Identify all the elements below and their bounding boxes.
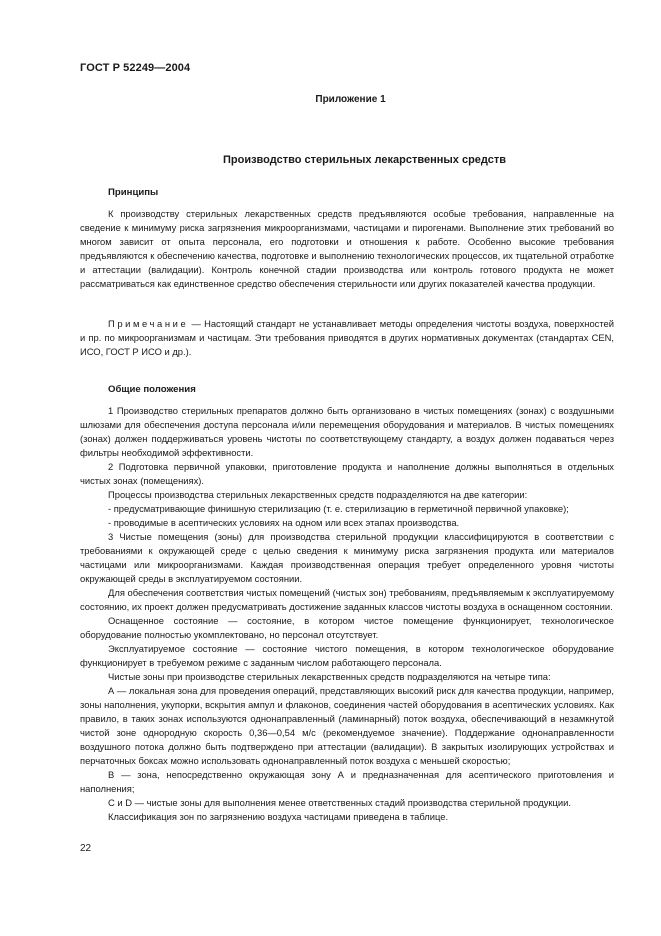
general-paragraph: - проводимые в асептических условиях на одном или всех этапах производства. [108, 517, 460, 528]
appendix-label: Приложение 1 [315, 94, 386, 105]
general-paragraph: Оснащенное состояние — состояние, в котором чистое помещение функционирует, технологическое оборудование полностью укомплектовано, но персонал отсутствует. [80, 615, 614, 640]
general-paragraph: Для обеспечения соответствия чистых помещений (чистых зон) требованиям, предъявляемым к эксплуатируемому состоянию, их проект должен предусматривать достижение заданных классов чистоты воздуха в оснащенном состоянии. [80, 587, 614, 612]
note-lead: Примечание [108, 318, 189, 329]
general-paragraph: 3 Чистые помещения (зоны) для производства стерильной продукции классифицируются в соответствии с требованиями к окружающей среде с целью сведения к минимуму риска загрязнения продукта или материалов частицами или микроорганизмами. Каждая производственная операция требует определенного уровня чистоты окружающей среды в эксплуатируемом состоянии. [80, 531, 614, 584]
general-paragraph: Процессы производства стерильных лекарственных средств подразделяются на две категории: [108, 489, 528, 500]
principles-heading: Принципы [108, 187, 159, 198]
general-paragraph: Эксплуатируемое состояние — состояние чистого помещения, в котором технологическое оборудование функционирует в требуемом режиме с заданным числом работающего персонала. [80, 643, 614, 668]
general-paragraph: С и D — чистые зоны для выполнения менее ответственных стадий производства стерильной продукции. [108, 797, 571, 808]
general-paragraph: 2 Подготовка первичной упаковки, приготовление продукта и наполнение должны выполняться в отдельных чистых зонах (помещениях). [80, 461, 614, 486]
general-heading: Общие положения [108, 384, 196, 395]
body-content [80, 186, 614, 824]
note-text: — Настоящий стандарт не устанавливает методы определения чистоты воздуха, поверхностей и пр. по микроорганизмам и частицам. Эти требования приводятся в других нормативных документах (стандартах CEN, ИСО, ГОСТ Р ИСО и др.). [80, 318, 614, 357]
general-paragraph: 1 Производство стерильных препаратов должно быть организовано в чистых помещениях (зонах) с воздушными шлюзами для обеспечения доступа персонала и/или перемещения оборудования и материалов. В чистых помещениях (зонах) должен поддерживаться уровень чистоты по соответствующему стандарту, а воздух должен подаваться через фильтры необходимой эффективности. [80, 405, 614, 458]
principles-paragraph: К производству стерильных лекарственных средств предъявляются особые требования, направленные на сведение к минимуму риска загрязнения микроорганизмами, частицами и пирогенами. Выполнение этих требований во многом зависит от опыта персонала, его подготовки и отношения к работе. Особенно высокие требования предъявляются к обеспечению качества, подготовке и выполнению технологических процессов, их тщательной отработке и аттестации (валидации). Контроль конечной стадии производства или контроль готового продукта не может рассматриваться как единственное средство обеспечения стерильности или других показателей качества продукции. [80, 208, 614, 289]
general-paragraph: А — локальная зона для проведения операций, представляющих высокий риск для качества продукции, например, зоны наполнения, укупорки, вскрытия ампул и флаконов, соединения частей оборудования в асептических условиях. Как правило, в таких зонах используются однонаправленный (ламинарный) поток воздуха, обеспечивающий в незамкнутой чистой зоне однородную скорость 0,36—0,54 м/с (рекомендуемое значение). Поддержание однонаправленности воздушного потока должно быть подтверждено при аттестации (валидации). В закрытых изолирующих устройствах и перчаточных боксах можно использовать однонаправленный поток воздуха с меньшей скоростью; [80, 685, 614, 766]
page-number: 22 [80, 843, 92, 854]
general-paragraph: Чистые зоны при производстве стерильных лекарственных средств подразделяются на четыре типа: [108, 671, 551, 682]
general-paragraph: Классификация зон по загрязнению воздуха частицами приведена в таблице. [108, 811, 449, 822]
general-paragraph: - предусматривающие финишную стерилизацию (т. е. стерилизацию в герметичной первичной упаковке); [108, 503, 569, 514]
section-title: Производство стерильных лекарственных средств [222, 154, 507, 166]
note-paragraph [80, 317, 614, 359]
standard-header: ГОСТ Р 52249—2004 [80, 62, 191, 74]
general-paragraph: В — зона, непосредственно окружающая зону А и предназначенная для асептического приготовления и наполнения; [80, 769, 614, 794]
